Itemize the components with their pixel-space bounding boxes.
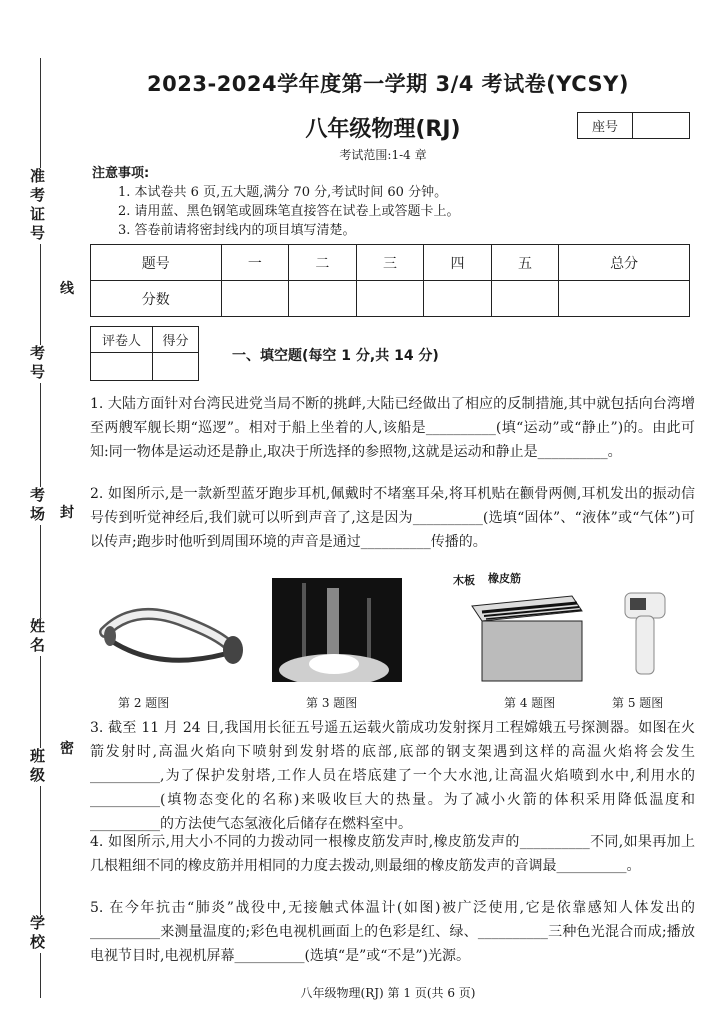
score-cell[interactable]: [289, 281, 357, 317]
score-label: 得分: [153, 327, 199, 353]
exam-title: 2023-2024学年度第一学期 3/4 考试卷(YCSY): [147, 72, 629, 96]
question-3: 3. 截至 11 月 24 日,我国用长征五号遥五运载火箭成功发射探月工程嫦娥五号探测器。如图在火箭发射时,高温火焰向下喷射到发射塔的底部,底部的钢支架遇到这样的高温火焰将会发生__________,为了保护发射塔,工作人员在塔底建了一个大水池,让高温火焰喷到水中,利用水的__________(填物态变化的名称)来吸收巨大的热量。为了减小火箭的体积采用降低温度和__________的方法使气态氢液化后储存在燃料室中。: [90, 720, 695, 832]
notice-block: [92, 164, 460, 240]
notice-head: 注意事项:: [92, 166, 150, 181]
reviewer-field[interactable]: [91, 353, 153, 381]
label-name: 姓名: [28, 618, 46, 656]
grader-box: [90, 326, 199, 381]
thermometer-image: [620, 588, 670, 678]
score-cell[interactable]: [221, 281, 289, 317]
notice-item: 2. 请用蓝、黑色钢笔或圆珠笔直接答在试卷上或答题卡上。: [118, 204, 460, 219]
score-header-row: [91, 245, 690, 281]
score-table: [90, 244, 690, 317]
question-2: 2. 如图所示,是一款新型蓝牙跑步耳机,佩戴时不堵塞耳朵,将耳机贴在颧骨两侧,耳机发出的振动信号传到听觉神经后,我们就可以听到声音了,这是因为__________(选填“固体”、“液体”或“气体”)可以传声;跑步时他听到周围环境的声音是通过__________传播的。: [90, 486, 695, 550]
binding-margin: [0, 0, 74, 1016]
label-board: 木板: [453, 574, 475, 587]
question-5: 5. 在今年抗击“肺炎”战役中,无接触式体温计(如图)被广泛使用,它是依靠感知人体发出的__________来测量温度的;彩色电视机画面上的色彩是红、绿、__________三种色光混合而成;播放电视节目时,电视机屏幕__________(选填“是”或“不是”)光源。: [90, 900, 695, 964]
caption-fig-5: 第 5 题图: [612, 696, 664, 710]
label-exam-number: 准考证号: [28, 168, 46, 244]
score-field[interactable]: [153, 353, 199, 381]
score-cell[interactable]: [356, 281, 424, 317]
label-rubber-band: 橡皮筋: [488, 572, 521, 585]
seal-secret-char: 密: [60, 738, 74, 758]
section-1-heading: 一、填空题(每空 1 分,共 14 分): [232, 348, 439, 364]
score-header-cell: 总分: [559, 245, 690, 281]
headphones-image: [95, 592, 245, 682]
figure-row: [90, 572, 690, 692]
score-cell[interactable]: [491, 281, 559, 317]
score-value-row: [91, 281, 690, 317]
label-student-number: 考号: [28, 345, 46, 383]
score-header-cell: 四: [424, 245, 492, 281]
caption-fig-3: 第 3 题图: [306, 696, 358, 710]
score-header-cell: 题号: [91, 245, 222, 281]
score-header-cell: 一: [221, 245, 289, 281]
rubber-band-box-image: [452, 576, 592, 686]
seat-number-label: 座号: [578, 113, 633, 138]
page-footer: 八年级物理(RJ) 第 1 页(共 6 页): [300, 986, 476, 1000]
score-cell[interactable]: [424, 281, 492, 317]
label-exam-room: 考场: [28, 487, 46, 525]
seat-number-field[interactable]: [633, 113, 689, 138]
question-4: 4. 如图所示,用大小不同的力拨动同一根橡皮筋发声时,橡皮筋发声的__________不同,如果再加上几根粗细不同的橡皮筋并用相同的力度去拨动,则最细的橡皮筋发声的音调最__________。: [90, 834, 695, 874]
score-header-cell: 三: [356, 245, 424, 281]
notice-item: 3. 答卷前请将密封线内的项目填写清楚。: [118, 223, 356, 238]
label-class: 班级: [28, 748, 46, 786]
caption-fig-4: 第 4 题图: [504, 696, 556, 710]
score-row-label: 分数: [91, 281, 222, 317]
reviewer-label: 评卷人: [91, 327, 153, 353]
rocket-launch-image: [272, 578, 402, 682]
exam-subtitle: 八年级物理(RJ): [305, 117, 461, 142]
score-header-cell: 二: [289, 245, 357, 281]
seat-number-box: [577, 112, 690, 139]
caption-fig-2: 第 2 题图: [118, 696, 170, 710]
seal-line-char: 线: [60, 278, 74, 298]
notice-item: 1. 本试卷共 6 页,五大题,满分 70 分,考试时间 60 分钟。: [118, 185, 448, 200]
label-school: 学校: [28, 915, 46, 953]
exam-range: 考试范围:1-4 章: [339, 148, 427, 162]
question-1: 1. 大陆方面针对台湾民进党当局不断的挑衅,大陆已经做出了相应的反制措施,其中就包括向台湾增至两艘军舰长期“巡逻”。相对于船上坐着的人,该船是__________(填“运动”或“静止”)的。由此可知:同一物体是运动还是静止,取决于所选择的参照物,这就是运动和静止是__________。: [90, 396, 695, 460]
seal-seal-char: 封: [60, 502, 74, 522]
score-cell[interactable]: [559, 281, 690, 317]
score-header-cell: 五: [491, 245, 559, 281]
